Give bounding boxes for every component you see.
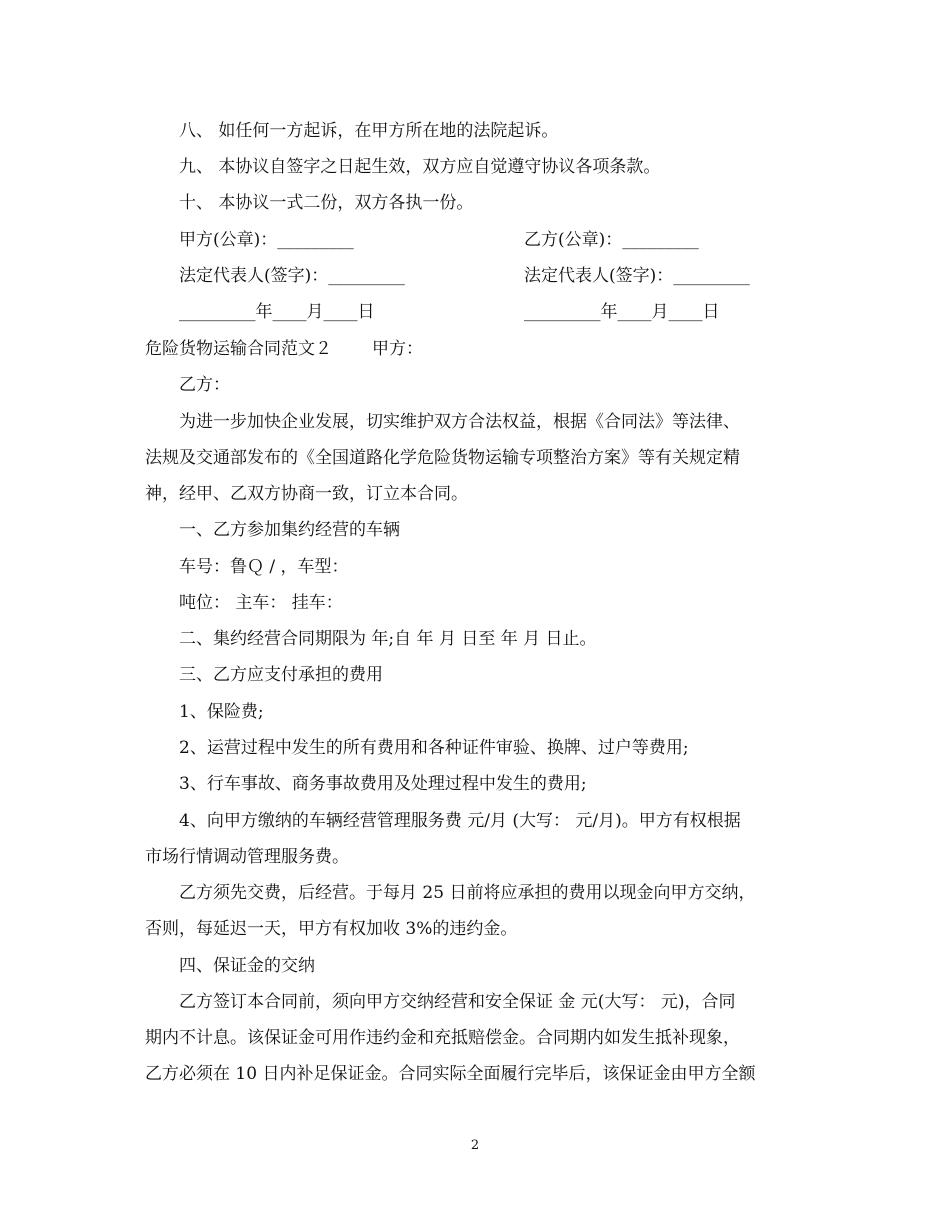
section-heading: 一、乙方参加集约经营的车辆	[179, 520, 400, 540]
contract2-party-b: 乙方：	[179, 375, 230, 395]
clause-9: 九、 本协议自签字之日起生效，双方应自觉遵守协议各项条款。	[179, 157, 661, 177]
party-b-seal: 乙方(公章)：_________	[524, 230, 699, 250]
party-a-seal: 甲方(公章)：_________	[179, 230, 354, 250]
body-line: 神，经甲、乙双方协商一致，订立本合同。	[145, 484, 468, 504]
list-item: 4、向甲方缴纳的车辆经营管理服务费 元/月 (大写： 元/月)。甲方有权根据	[179, 811, 741, 831]
party-b-date: _________年____月____日	[524, 302, 720, 322]
body-line: 乙方必须在 10 日内补足保证金。合同实际全面履行完毕后，该保证金由甲方全额	[145, 1064, 756, 1084]
body-line: 乙方须先交费，后经营。于每月 25 日前将应承担的费用以现金向甲方交纳，	[179, 883, 756, 903]
clause-10: 十、 本协议一式二份，双方各执一份。	[179, 193, 474, 213]
party-b-representative: 法定代表人(签字)：_________	[524, 266, 750, 286]
list-item: 3、行车事故、商务事故费用及处理过程中发生的费用;	[179, 774, 587, 794]
party-a-representative: 法定代表人(签字)：_________	[179, 266, 405, 286]
section-heading: 四、保证金的交纳	[179, 956, 315, 976]
body-line: 吨位： 主车： 挂车：	[179, 593, 343, 613]
page-number: 2	[470, 1138, 480, 1153]
contract2-party-a: 甲方：	[372, 339, 423, 359]
contract2-title: 危险货物运输合同范文２	[145, 339, 332, 359]
contract2-heading-line	[145, 338, 423, 360]
section-heading: 三、乙方应支付承担的费用	[179, 665, 383, 685]
body-line: 否则，每延迟一天，甲方有权加收 3%的违约金。	[145, 919, 518, 939]
section-heading: 二、集约经营合同期限为 年;自 年 月 日至 年 月 日止。	[179, 629, 597, 649]
clause-8: 八、 如任何一方起诉，在甲方所在地的法院起诉。	[179, 121, 559, 141]
list-item: 1、保险费;	[179, 702, 264, 722]
body-line: 为进一步加快企业发展，切实维护双方合法权益，根据《合同法》等法律、	[179, 412, 740, 432]
body-line: 车号：鲁Ｑ / ，车型：	[179, 557, 349, 577]
body-line: 法规及交通部发布的《全国道路化学危险货物运输专项整治方案》等有关规定精	[145, 448, 740, 468]
body-line: 期内不计息。该保证金可用作违约金和充抵赔偿金。合同期内如发生抵补现象，	[145, 1028, 740, 1048]
body-line: 市场行情调动管理服务费。	[145, 847, 349, 867]
list-item: 2、运营过程中发生的所有费用和各种证件审验、换牌、过户等费用;	[179, 738, 689, 758]
party-a-date: _________年____月____日	[179, 302, 375, 322]
body-line: 乙方签订本合同前，须向甲方交纳经营和安全保证 金 元(大写： 元)，合同	[179, 992, 736, 1012]
